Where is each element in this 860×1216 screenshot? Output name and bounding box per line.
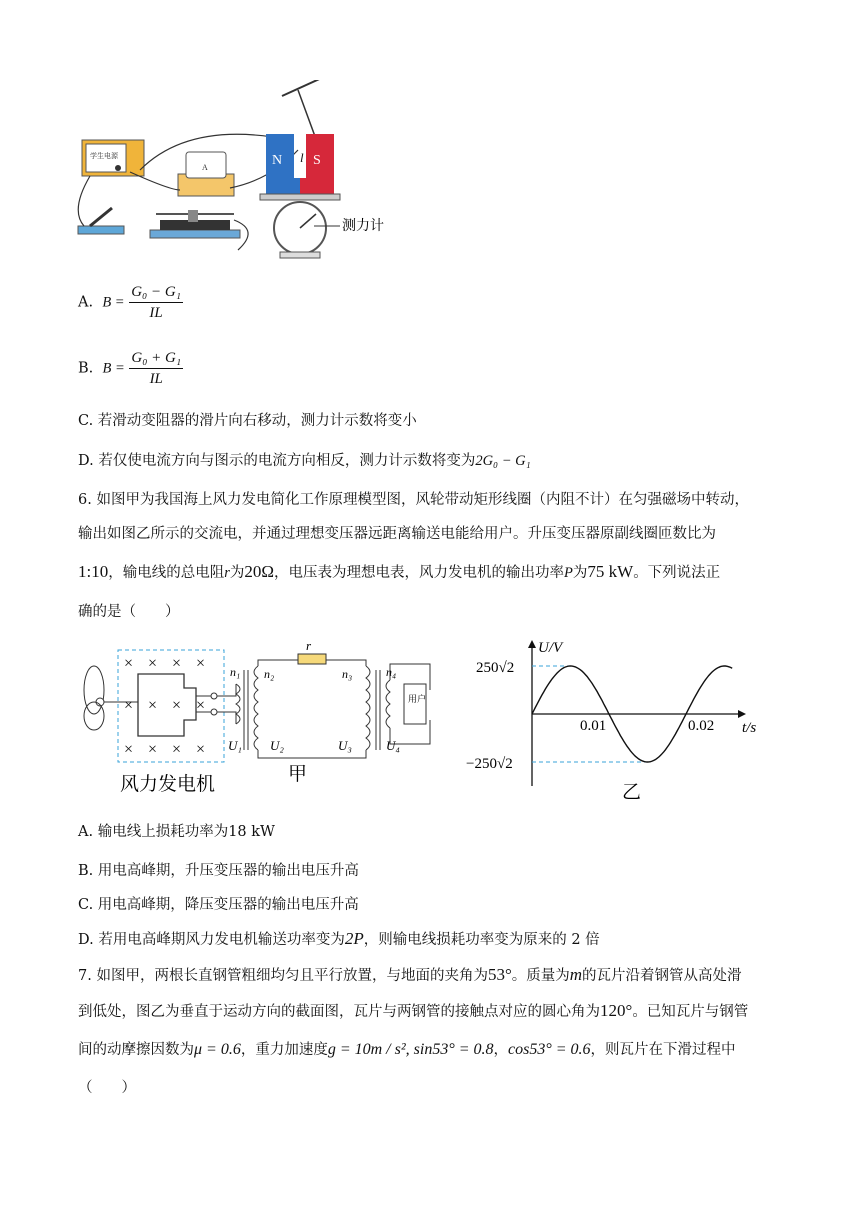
svg-text:测力计: 测力计 [342,219,384,234]
svg-text:×: × [196,697,206,714]
svg-text:×: × [148,697,158,714]
q6-line1: 6. 如图甲为我国海上风力发电简化工作原理模型图，风轮带动矩形线圈（内阻不计）在匀强磁场中转动， [78,492,749,508]
apparatus-figure [70,80,400,260]
q5-option-b: B. B = $\frac{\text{G₀ + G₁}}{IL}$ [78,350,182,387]
rheostat [150,210,240,238]
svg-text:×: × [124,697,134,714]
q6-option-a: A. 输电线上损耗功率为18 kW [78,824,275,840]
ammeter [178,152,234,196]
q6-option-c: C. 用电高峰期，降压变压器的输出电压升高 [78,897,359,913]
q6-line4: 确的是（ ） [78,604,180,620]
svg-text:×: × [196,655,206,672]
svg-text:U₁: U₁ [228,738,242,753]
svg-text:用户: 用户 [408,694,427,704]
svg-text:U₂: U₂ [270,738,284,753]
svg-text:t/s: t/s [742,720,757,736]
svg-text:乙: 乙 [622,782,642,803]
voltage-graph-yi [460,636,780,806]
svg-text:250√2: 250√2 [476,660,515,676]
svg-text:A: A [202,163,208,172]
q6-line3: 1:10，输电线的总电阻r为20Ω，电压表为理想电表，风力发电机的输出功率P为75 kW。下列说法正 [78,562,721,581]
svg-text:n₁: n₁ [230,665,241,679]
circuit-figure-jia [76,640,446,800]
q7-line1: 7. 如图甲，两根长直钢管粗细均匀且平行放置，与地面的夹角为53°。质量为m的瓦片沿着钢管从高处滑 [78,965,742,984]
svg-text:×: × [148,741,158,758]
svg-text:×: × [172,655,182,672]
q6-line2: 输出如图乙所示的交流电，并通过理想变压器远距离输送电能给用户。升压变压器原副线圈匝数比为 [78,526,716,542]
svg-text:U₃: U₃ [338,738,352,753]
svg-text:n₂: n₂ [264,667,275,681]
svg-text:×: × [172,741,182,758]
svg-text:0.02: 0.02 [688,718,715,734]
svg-text:0.01: 0.01 [580,718,607,734]
q5-option-c: C. 若滑动变阻器的滑片向右移动，测力计示数将变小 [78,413,417,429]
svg-text:U₄: U₄ [386,738,400,753]
svg-text:r: r [306,640,312,653]
svg-text:×: × [124,741,134,758]
force-meter [260,194,384,258]
magnet [266,134,334,194]
q7-line3: 间的动摩擦因数为μ = 0.6，重力加速度g = 10m / s², sin53° = 0.8，cos53° = 0.6，则瓦片在下滑过程中 [78,1041,736,1058]
svg-text:×: × [148,655,158,672]
svg-text:学生电源: 学生电源 [90,152,118,160]
svg-text:−250√2: −250√2 [466,756,513,772]
switch [78,208,124,234]
svg-text:×: × [196,741,206,758]
svg-text:甲: 甲 [288,764,308,785]
svg-text:n₃: n₃ [342,667,353,681]
svg-text:S: S [313,153,321,168]
q6-option-b: B. 用电高峰期，升压变压器的输出电压升高 [78,863,359,879]
q5-option-a: A. B = $\frac{\text{G₀ − G₁}}{IL}$ [78,284,181,321]
q6-option-d: D. 若用电高峰期风力发电机输送功率变为2P，则输电线损耗功率变为原来的 2 倍 [78,929,600,948]
power-supply [82,140,144,176]
svg-text:×: × [124,655,134,672]
svg-text:n₄: n₄ [386,665,397,679]
q7-line4: （ ） [78,1080,136,1096]
svg-text:U/V: U/V [538,640,563,656]
svg-text:风力发电机: 风力发电机 [120,774,216,795]
svg-text:l: l [300,150,304,165]
q7-line2: 到低处，图乙为垂直于运动方向的截面图，瓦片与两钢管的接触点对应的圆心角为120°。已知瓦片与钢管 [78,1001,749,1020]
q5-option-d: D. 若仅使电流方向与图示的电流方向相反，测力计示数将变为2G₀ − G₁ [78,453,531,469]
svg-text:N: N [272,153,283,168]
svg-text:×: × [172,697,182,714]
